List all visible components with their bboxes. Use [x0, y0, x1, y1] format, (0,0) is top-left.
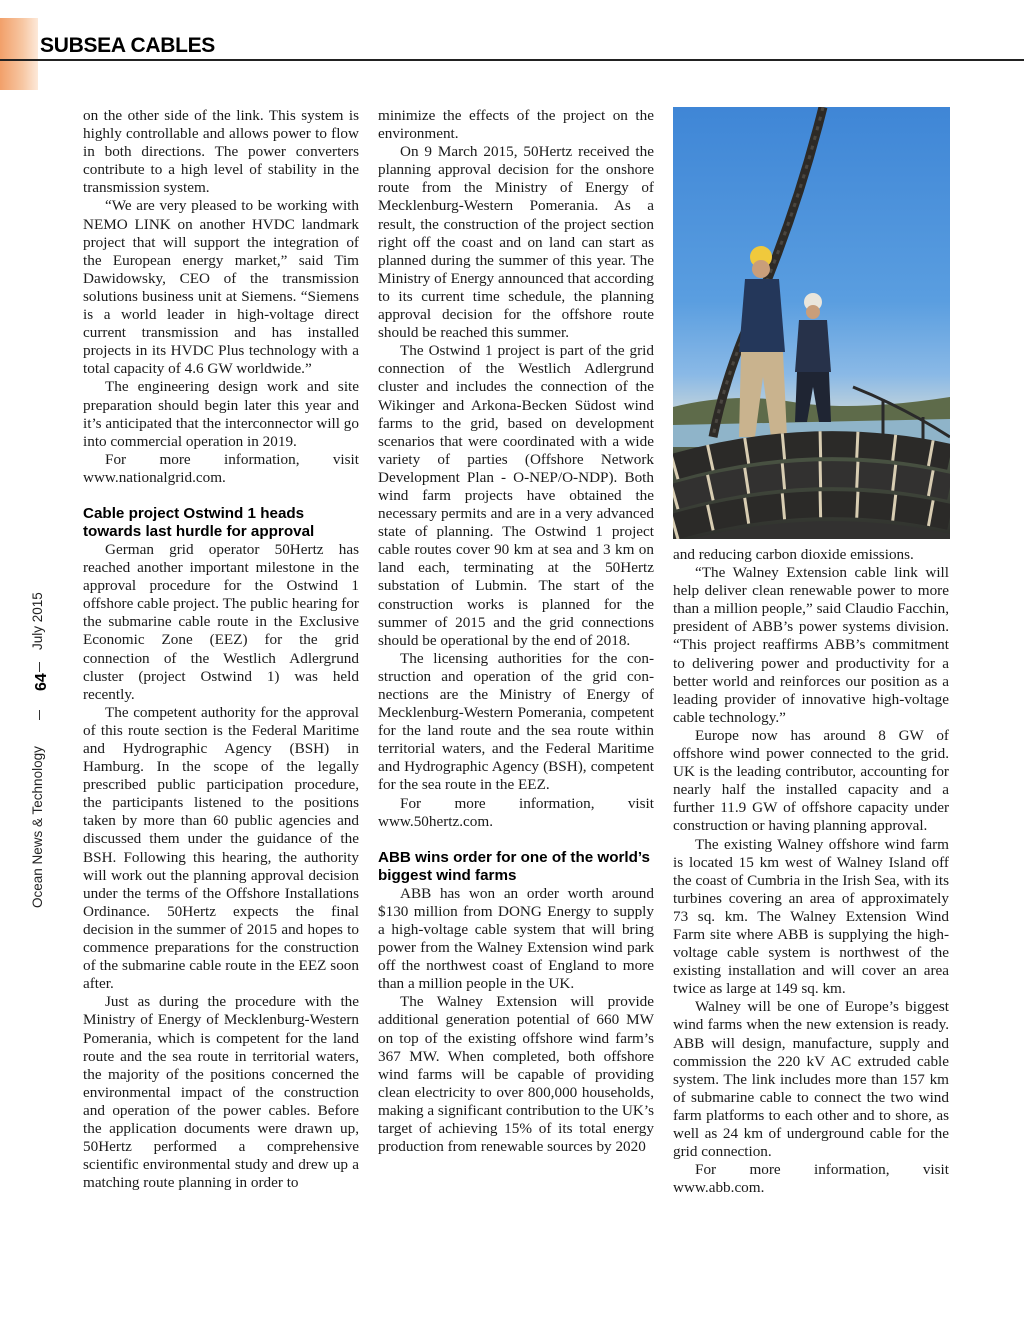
article-heading: Cable project Ostwind 1 heads towards last hurdle for approval: [83, 504, 315, 540]
website-link[interactable]: www.nationalgrid.com.: [83, 468, 226, 486]
article-column-2: [378, 107, 654, 1156]
title-divider: [0, 59, 1024, 61]
paragraph: minimize the effects of the project on the environment.: [378, 107, 654, 143]
paragraph: ABB has won an order worth around $130 million from DONG Energy to supply a high-voltage cable system that will bring power from the Walney Extension wind park off the northwest coast of England to more than a million people in the UK.: [378, 884, 654, 993]
paragraph: The Ostwind 1 project is part of the grid connection of the Westlich Adlergrund cluster and includes the connection of the Wikinger and Arkona-Becken Südost wind farms to the grid, based on development scenarios that were coordinated with a wide variety of parties (Offshore Network Development Plan - O-NEP/O-NDP). Both wind farm projects have obtained the necessary permits and are in a very advanced state of planning. The Ostwind 1 project cable routes cover 90 km at sea and 3 km on land each, terminating at the 50Hertz substation of Lubmin. The start of the construction works is planned for the summer of 2015 and the grid connections should be operational by the end of 2018.: [378, 342, 654, 649]
header-accent-tab: [0, 18, 38, 90]
article-heading: ABB wins order for one of the world’s biggest wind farms: [378, 848, 650, 884]
paragraph: Just as during the procedure with the Ministry of Energy of Mecklenburg-Western Pomerania, which is competent for the land route and the sea route in territorial waters, the majority of the positions concerned the environmental impact of the construction and operation of the power cables. Before the application documents were drawn up, 50Hertz performed a comprehensive scientific environmental study and drew up a matching route planning in order to: [83, 993, 359, 1192]
paragraph: and reducing carbon dioxide emissions.: [673, 546, 914, 563]
paragraph: Europe now has around 8 GW of offshore wind power connected to the grid. UK is the leading contributor, accounting for nearly half the installed capacity and a further 11.9 GW of offshore capacity under construction or having planning approval.: [673, 726, 949, 835]
paragraph: The licensing authorities for the construction and operation of the grid connections are the Ministry of Energy of Mecklenburg-Western Pomerania, competent for the land route and the sea route within territorial waters, and the Federal Maritime and Hydrographic Agency (BSH), competent for the sea route in the EEZ.: [378, 649, 654, 794]
paragraph: For more information, visit: [400, 794, 654, 812]
article-column-1: [83, 107, 359, 1192]
face-shape: [752, 260, 770, 278]
paragraph: The Walney Extension will provide additional generation potential of 660 MW on top of the existing offshore wind farm’s 367 MW. When completed, both offshore wind farms will be capable of providing clean electricity to over 800,000 households, making a significant contribution to the UK’s target of achieving 15% of its total energy production from renewable sources by 2020: [378, 993, 654, 1156]
section-title: SUBSEA CABLES: [40, 34, 216, 57]
page-number: 64: [33, 673, 50, 691]
paragraph: The existing Walney offshore wind farm is located 15 km west of Walney Island off the coast of Cumbria in the Irish Sea, with its turbines covering an area of approximately 73 sq. km. The Walney Extension Wind Farm site where ABB is supplying the high-voltage cable system is northwest of the existing installation and will cover an area twice as large at 149 sq. km.: [673, 835, 949, 998]
paragraph: The competent authority for the approval of this route section is the Federal Maritime and Hydrographic Agency (BSH) in Hamburg. In the scope of the legally prescribed public participation procedure, the participants listened to the positions taken by more than 60 public agencies and discussed them under the guidance of the BSH. Following this hearing, the authority will work out the planning approval decision under the terms of the Offshore Installations Ordinance. 50Hertz expects the final decision in the summer of 2015 and hopes to commence preparations for the construction of the submarine cable route in the EEZ soon after.: [83, 703, 359, 993]
issue-date: July 2015: [30, 592, 45, 650]
paragraph: German grid operator 50Hertz has reached another important milestone in the approval procedure for the Ostwind 1 offshore cable project. The public hearing for the submarine cable route in the Exclusive Economic Zone (EEZ) for the grid connection of the Westlich Adlergrund cluster (project Ostwind 1) was held recently.: [83, 540, 359, 703]
face-shape: [806, 305, 820, 319]
page-sidebar: [28, 578, 52, 908]
article-column-3: [673, 546, 949, 1197]
paragraph: Walney will be one of Europe’s biggest wind farms when the new extension is ready. ABB will design, manufacture, supply and commission the 220 kV AC extruded cable system. The link includes more than 157 km of submarine cable to connect the two wind farm platforms to each other and to shore, as well as 24 km of underground cable for the grid connection.: [673, 998, 949, 1161]
paragraph: For more information, visit: [105, 450, 359, 468]
photo-illustration: [673, 107, 950, 539]
cable-coils: [673, 444, 950, 539]
worker-jacket-shape: [739, 279, 785, 352]
paragraph: “We are very pleased to be working with NEMO LINK on another HVDC landmark project that will support the integration of the European energy market,” said Tim Dawidowsky, CEO of the transmission solutions business unit at Siemens. “Siemens is a world leader in high-voltage direct current transmission and has installed projects in its HVDC Plus technology with a total capacity of 4.6 GW worldwide.”: [83, 197, 359, 378]
paragraph: on the other side of the link. This system is highly controllable and allows power to flow in both directions. The power converters contribute to a high level of stability in the transmission system.: [83, 107, 359, 197]
paragraph: On 9 March 2015, 50Hertz received the planning approval decision for the onshore route from the Ministry of Energy of Mecklenburg-Western Pomerania. As a result, the construction of the project section right off the coast and on land can start as planned during the summer of this year. The Ministry of Energy announced that according to its current time schedule, the planning approval decision for the offshore route should be reached this summer.: [378, 143, 654, 342]
subsea-cable-photo: [673, 107, 950, 539]
website-link[interactable]: www.abb.com.: [673, 1179, 765, 1197]
journal-name: Ocean News & Technology: [30, 746, 45, 908]
paragraph: For more information, visit: [695, 1161, 949, 1179]
website-link[interactable]: www.50hertz.com.: [378, 812, 493, 830]
paragraph: “The Walney Extension cable link will help deliver clean renewable power to more than a million people,” said Claudio Facchin, president of ABB’s power systems division. “This project reaffirms ABB’s commitment to delivering power and productivity for a better world and reinforces our position as a leading provider of innovative high-voltage cable technology.”: [673, 564, 949, 726]
worker-jacket-shape: [795, 320, 831, 372]
paragraph: The engineering design work and site preparation should begin later this year and it’s anticipated that the interconnector will go into commercial operation in 2019.: [83, 378, 359, 450]
sidebar-divider: [39, 710, 40, 720]
